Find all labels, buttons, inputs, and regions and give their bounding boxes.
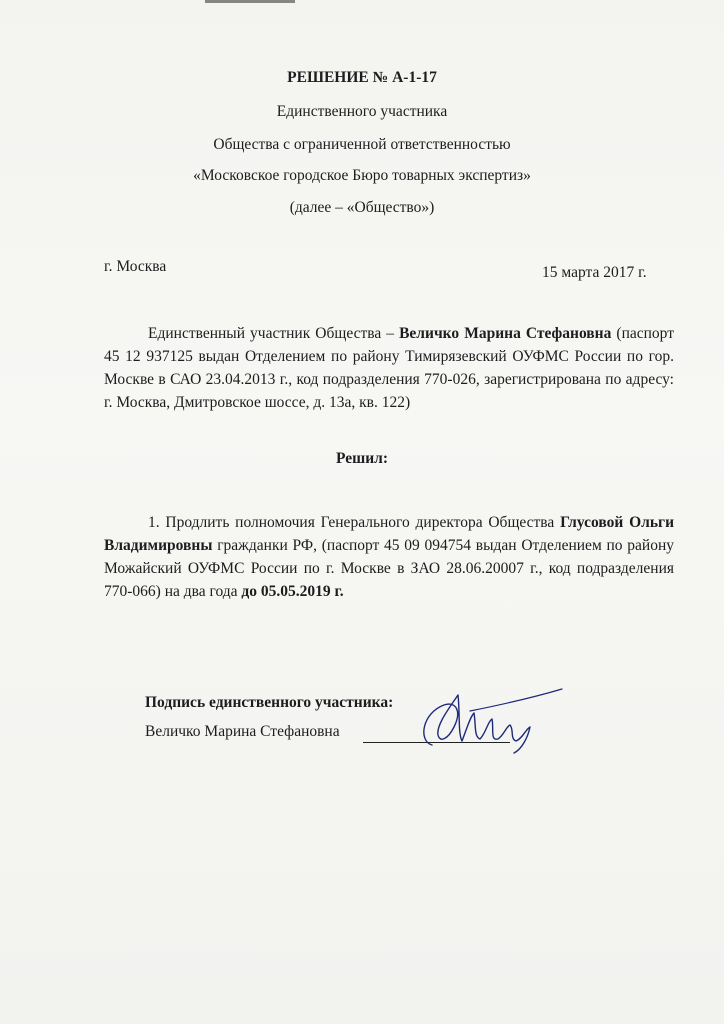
resolution-number: 1. — [148, 514, 160, 531]
director-name: Глусовой Ольги Владимировны — [104, 514, 675, 554]
signature-title: Подпись единственного участника: — [145, 694, 394, 711]
resolution-details: гражданки РФ, (паспорт 45 09 094754 выдан Отделением по району Можайский ОУФМС России по г. Москве в ЗАО 28.06.20007 г., код подразделения 770-066) на два года — [104, 537, 674, 600]
scan-artifact — [205, 0, 295, 3]
intro-paragraph — [104, 322, 674, 414]
signatory-name: Величко Марина Стефановна — [145, 723, 340, 740]
signature-stroke-main — [424, 695, 530, 753]
document-city: г. Москва — [104, 258, 167, 275]
resolution-paragraph — [104, 511, 674, 603]
document-title: РЕШЕНИЕ № А-1-17 — [287, 69, 437, 86]
header-line-4: (далее – «Общество») — [289, 199, 435, 216]
resolution-lead: Продлить полномочия Генерального директора Общества — [165, 514, 555, 531]
intro-lead: Единственный участник Общества – — [148, 325, 395, 342]
header-line-1: Единственного участника — [276, 103, 448, 120]
signature-stroke-flourish — [470, 689, 562, 711]
participant-name: Величко Марина Стефановна — [399, 325, 612, 342]
resolution-term: до 05.05.2019 г. — [241, 583, 344, 600]
intro-details: (паспорт 45 12 937125 выдан Отделением по району Тимирязевский ОУФМС России по гор. Москве в САО 23.04.2013 г., код подразделения 770-026, зарегистрирована по адресу: г. Москва, Дмитровское шоссе, д. 13а, кв. 122) — [104, 325, 675, 411]
document-date: 15 марта 2017 г. — [542, 264, 647, 281]
header-line-3: «Московское городское Бюро товарных экспертиз» — [193, 167, 531, 184]
decided-label: Решил: — [335, 450, 389, 467]
handwritten-signature — [410, 683, 570, 758]
header-line-2: Общества с ограниченной ответственностью — [213, 136, 511, 153]
